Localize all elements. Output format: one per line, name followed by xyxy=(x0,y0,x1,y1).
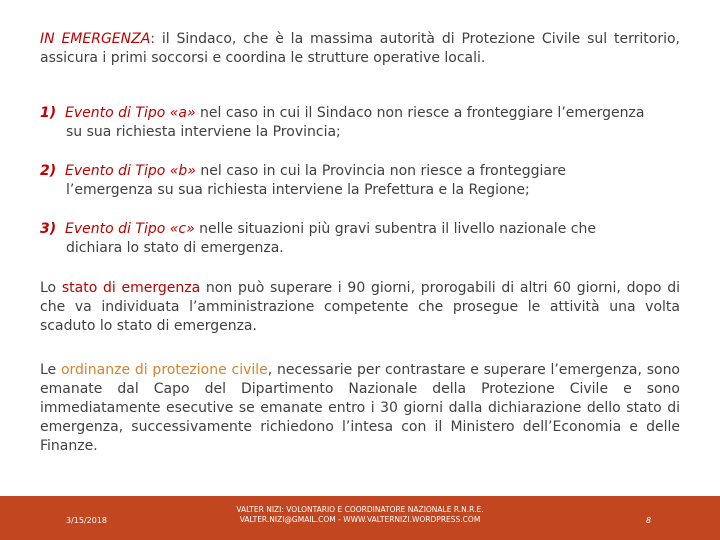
intro-paragraph xyxy=(40,30,680,68)
list-item xyxy=(40,162,676,200)
item-line2: dichiara lo stato di emergenza. xyxy=(66,240,284,256)
item-line1: nel caso in cui il Sindaco non riesce a fronteggiare l’emergenza xyxy=(195,105,645,121)
footer-bar xyxy=(0,496,720,540)
list-item xyxy=(40,104,676,142)
footer-credits-line2: VALTER.NIZI@GMAIL.COM - WWW.VALTERNIZI.WORDPRESS.COM xyxy=(239,515,481,524)
intro-text: il Sindaco, che è la massima autorità di Protezione Civile sul territorio, assicura i primi soccorsi e coordina le strutture operative locali. xyxy=(40,31,680,66)
stato-pre: Lo xyxy=(40,280,62,296)
list-item xyxy=(40,220,676,258)
footer-credits-line1: VALTER NIZI: VOLONTARIO E COORDINATORE NAZIONALE R.N.R.E. xyxy=(236,505,484,514)
intro-sep: : xyxy=(150,31,162,47)
stato-paragraph xyxy=(40,279,680,336)
item-heading: Evento di Tipo «c» xyxy=(65,221,195,237)
item-number: 1) xyxy=(40,105,57,121)
item-line2: su sua richiesta interviene la Provincia; xyxy=(66,124,341,140)
item-heading: Evento di Tipo «a» xyxy=(65,105,196,121)
item-number: 3) xyxy=(40,221,57,237)
item-line1: nel caso in cui la Provincia non riesce a fronteggiare xyxy=(195,163,567,179)
ordinanze-pre: Le xyxy=(40,362,61,378)
ordinanze-highlight: ordinanze di protezione civile xyxy=(60,362,268,378)
item-number: 2) xyxy=(40,163,57,179)
ordinanze-text: , necessarie per contrastare e superare l’emergenza, sono emanate dal Capo del Dipartimento Nazionale della Protezione Civile e sono immediatamente esecutive se emanate entro i 30 giorni dalla dichiarazione dello stato di emergenza, successivamente richiedono l’intesa con il Ministero dell’Economia e delle Finanze. xyxy=(40,362,681,454)
stato-text: non può superare i 90 giorni, prorogabili di altri 60 giorni, dopo di che va individuata l’amministrazione competente che prosegue le attività una volta scaduto lo stato di emergenza. xyxy=(40,280,680,334)
page-number: 8 xyxy=(646,516,652,525)
intro-label: IN EMERGENZA xyxy=(40,31,151,47)
item-heading: Evento di Tipo «b» xyxy=(65,163,196,179)
item-line2: l’emergenza su sua richiesta interviene la Prefettura e la Regione; xyxy=(66,182,530,198)
footer-credits xyxy=(170,505,550,525)
footer-date: 3/15/2018 xyxy=(66,516,108,525)
ordinanze-paragraph xyxy=(40,361,680,456)
item-line1: nelle situazioni più gravi subentra il livello nazionale che xyxy=(194,221,596,237)
stato-highlight: stato di emergenza xyxy=(61,280,201,296)
